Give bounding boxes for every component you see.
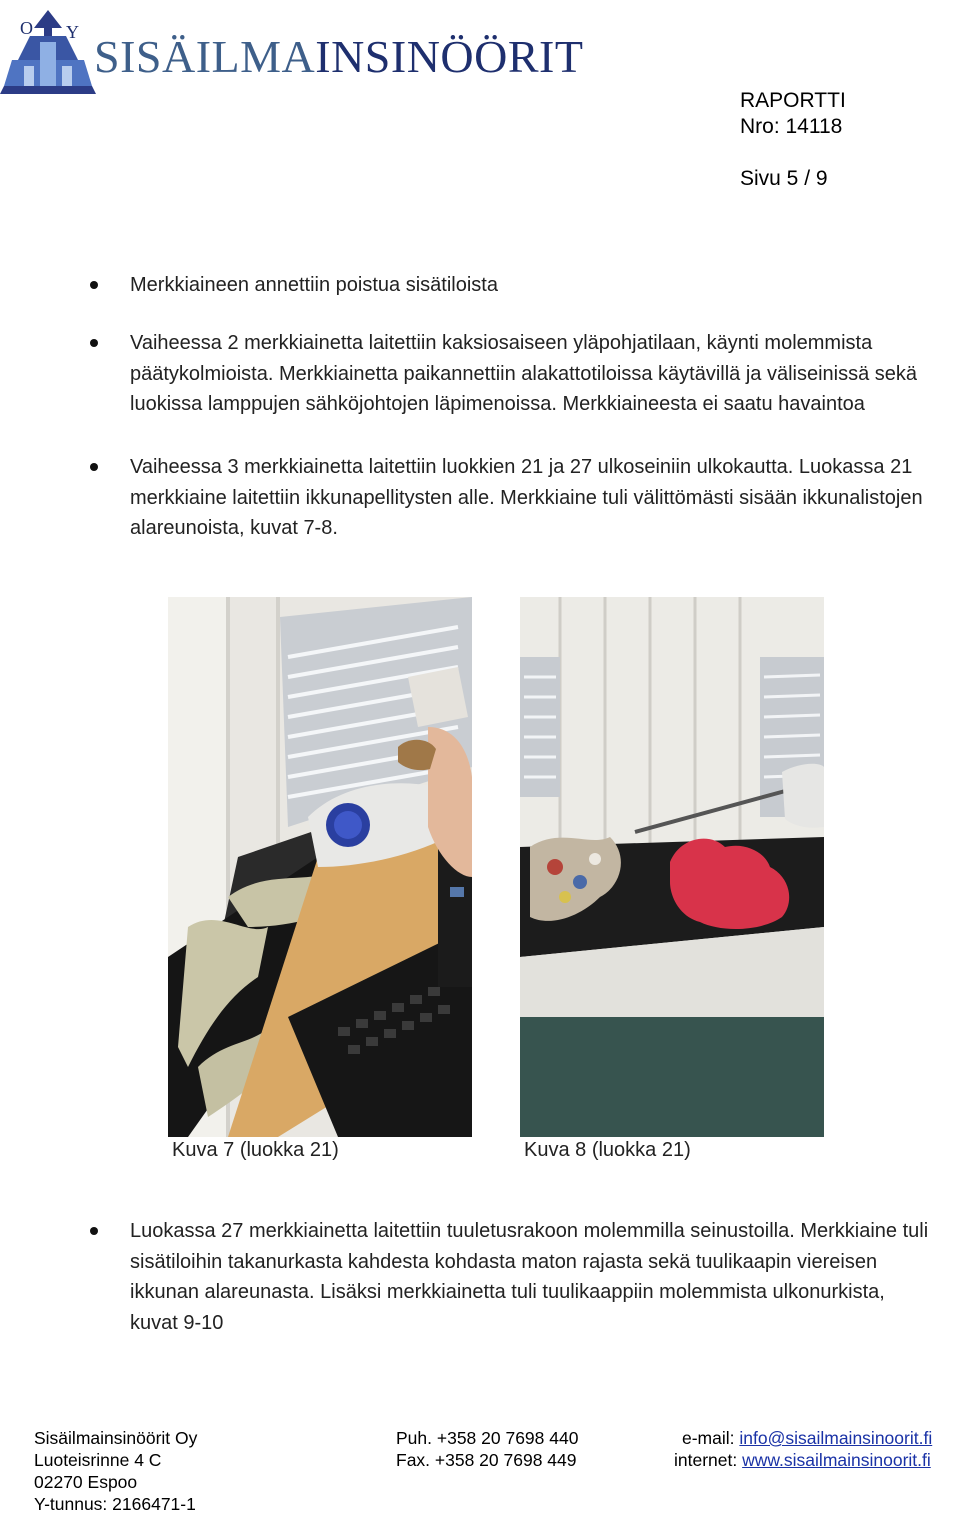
caption-kuva-7: Kuva 7 (luokka 21): [172, 1139, 339, 1161]
footer-company: Sisäilmainsinöörit Oy: [34, 1428, 198, 1448]
bullet-icon: [90, 281, 98, 289]
logo-brand-part2: INSINÖÖRIT: [315, 31, 584, 82]
logo-oy-right: Y: [66, 22, 79, 42]
logo-brand-part1: SISÄILMA: [94, 31, 316, 82]
footer-fax: Fax. +358 20 7698 449: [396, 1450, 577, 1470]
page-number: Sivu 5 / 9: [740, 167, 828, 190]
footer-phone: Puh. +358 20 7698 440: [396, 1428, 579, 1448]
footer-business-id: Y-tunnus: 2166471-1: [34, 1494, 196, 1514]
footer-email-link[interactable]: info@sisailmainsinoorit.fi: [739, 1428, 933, 1448]
footer-email-label: e-mail:: [682, 1428, 740, 1448]
company-logo: [0, 0, 584, 100]
report-type: RAPORTTI: [740, 89, 846, 112]
report-number: Nro: 14118: [740, 115, 843, 138]
logo-wordmark: [94, 30, 583, 83]
footer-street: Luoteisrinne 4 C: [34, 1450, 162, 1470]
bullet-text-4: Luokassa 27 merkkiainetta laitettiin tuuletusrakoon molemmilla seinustoilla. Merkkiaine tuli sisätiloihin takanurkasta kahdesta kohdasta maton rajasta sekä tuulikaapin viereisen ikkunan alareunasta. Lisäksi merkkiainetta tuli tuulikaappiin molemmista ulkonurkista, kuvat 9-10: [130, 1220, 929, 1334]
bullet-text-2: Vaiheessa 2 merkkiainetta laitettiin kaksiosaiseen yläpohjatilaan, käynti molemmista päätykolmioista. Merkkiainetta paikannettiin alakattotiloissa käytävillä ja väliseinissä sekä luokissa lamppujen sähköjohtojen läpimenoissa. Merkkiaineesta ei saatu havaintoa: [130, 332, 918, 415]
footer-postal: 02270 Espoo: [34, 1472, 138, 1492]
photo-kuva-8: [520, 597, 824, 1137]
bullet-text-3: Vaiheessa 3 merkkiainetta laitettiin luokkien 21 ja 27 ulkoseiniin ulkokautta. Luokassa 21 merkkiaine laitettiin ikkunapellitysten alle. Merkkiaine tuli välittömästi sisään ikkunalistojen alareunoista, kuvat 7-8.: [130, 456, 923, 539]
photo-kuva-7: [168, 597, 472, 1137]
bullet-icon: [90, 463, 98, 471]
footer-web-link[interactable]: www.sisailmainsinoorit.fi: [742, 1450, 931, 1470]
logo-building-icon: [0, 6, 96, 98]
bullet-text-1: Merkkiaineen annettiin poistua sisätiloista: [130, 274, 498, 296]
bullet-icon: [90, 339, 98, 347]
footer-web-line: [674, 1449, 931, 1471]
logo-oy-left: O: [20, 18, 33, 38]
footer-email-line: [682, 1427, 932, 1449]
footer-web-label: internet:: [674, 1450, 743, 1470]
bullet-icon: [90, 1227, 98, 1235]
caption-kuva-8: Kuva 8 (luokka 21): [524, 1139, 691, 1161]
